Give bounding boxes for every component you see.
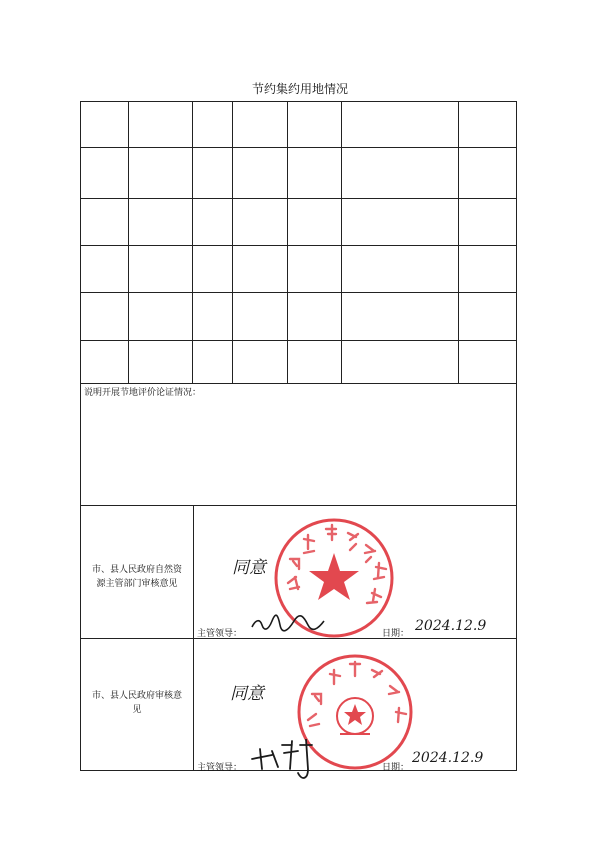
form-border-left: [80, 101, 81, 771]
explanation-label: 说明开展节地评价论证情况：: [84, 388, 202, 398]
table-col-divider: [128, 101, 129, 383]
table-border-bottom: [80, 383, 517, 384]
document-title: 节约集约用地情况: [251, 82, 348, 96]
government-leader-signature: [248, 739, 358, 793]
resources-review-label: 市、县人民政府自然资源主管部门审核意见: [91, 565, 182, 589]
government-date-handwriting: 2024.12.9: [412, 750, 484, 766]
government-opinion-handwriting: 同意: [230, 684, 264, 704]
table-row-divider: [80, 198, 517, 199]
form-border-right: [516, 101, 517, 771]
table-col-divider: [192, 101, 193, 383]
resources-leader-label: 主管领导：: [197, 629, 243, 639]
table-col-divider: [341, 101, 342, 383]
government-date-label: 日期：: [382, 763, 410, 773]
government-review-label: 市、县人民政府审核意见: [91, 691, 182, 715]
star-icon: [309, 553, 359, 600]
table-row-divider: [80, 340, 517, 341]
table-col-divider: [458, 101, 459, 383]
table-col-divider: [232, 101, 233, 383]
resources-opinion-handwriting: 同意: [232, 558, 266, 578]
table-border-top: [80, 101, 517, 102]
table-row-divider: [80, 147, 517, 148]
resources-date-label: 日期：: [382, 629, 410, 639]
table-row-divider: [80, 292, 517, 293]
resources-leader-signature: [248, 611, 328, 635]
section-divider: [80, 505, 517, 506]
national-emblem-icon: [337, 698, 373, 734]
government-leader-label: 主管领导：: [197, 763, 243, 773]
table-col-divider: [287, 101, 288, 383]
form-frame: [80, 101, 517, 771]
resources-date-handwriting: 2024.12.9: [415, 618, 487, 634]
table-row-divider: [80, 245, 517, 246]
